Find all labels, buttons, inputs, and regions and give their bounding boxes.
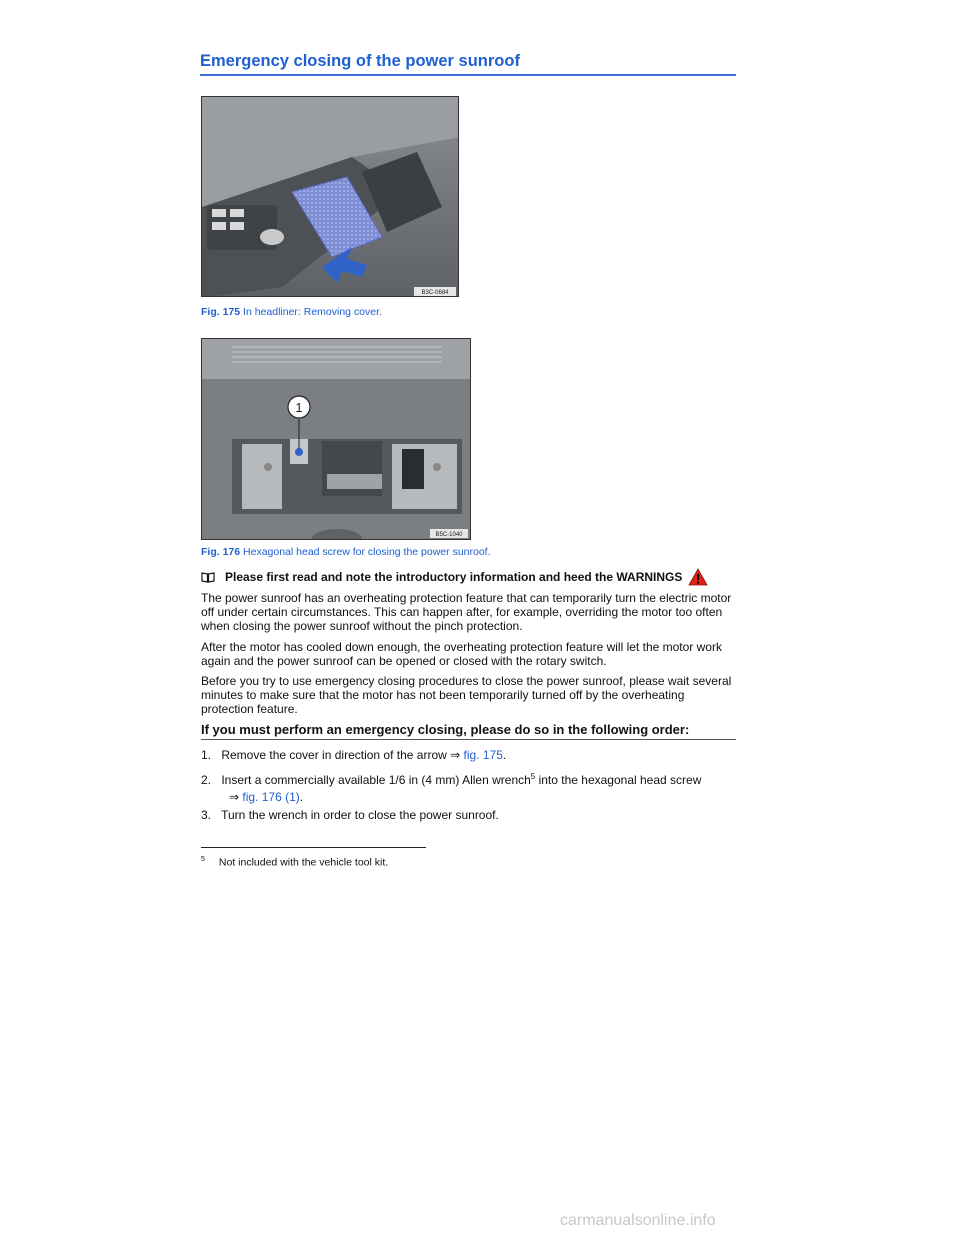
figure-176-caption-text: Hexagonal head screw for closing the power sunroof. (243, 546, 491, 558)
step-end: . (502, 748, 507, 762)
step-number: 3. (201, 808, 212, 822)
figure-176-caption (201, 546, 491, 558)
footnote (201, 856, 388, 869)
callout-1: 1 (295, 400, 303, 415)
step-2-ref (201, 790, 736, 804)
figure-176-code: B5C-1040 (435, 532, 463, 538)
arrow-icon: ⇒ (229, 790, 240, 804)
figure-175-caption-text: In headliner: Removing cover. (243, 306, 382, 318)
step-text: Turn the wrench in order to close the power sunroof. (221, 808, 499, 822)
figure-175-caption (201, 306, 382, 318)
footnote-divider (201, 847, 426, 848)
step-number: 2. (201, 773, 212, 787)
fig-175-link[interactable]: fig. 175 (463, 748, 503, 762)
step-3 (201, 808, 736, 822)
warning-triangle-icon[interactable] (688, 568, 708, 586)
figure-176-image (201, 338, 471, 540)
figure-175-code: B3C-0684 (421, 290, 449, 296)
step-2 (201, 770, 736, 787)
intro-note (201, 568, 741, 586)
book-icon (201, 572, 215, 583)
paragraph-overheating: The power sunroof has an overheating protection feature that can temporarily turn the electric motor off under certain circumstances. This can happen after, for example, overriding the motor too often when closing the power sunroof without the pinch protection. (201, 591, 732, 633)
footnote-ref[interactable]: 5 (530, 772, 536, 781)
step-text: Remove the cover in direction of the arrow ⇒ (221, 748, 461, 762)
paragraph-wait: Before you try to use emergency closing procedures to close the power sunroof, please wait several minutes to make sure that the motor has not been temporarily turned off by the overheating protection feature. (201, 674, 732, 716)
footnote-text: Not included with the vehicle tool kit. (218, 856, 389, 869)
step-end: . (299, 790, 304, 804)
page-title: Emergency closing of the power sunroof (200, 52, 736, 76)
watermark: carmanualsonline.info (560, 1212, 716, 1229)
fig-176-link[interactable]: fig. 176 (1) (242, 790, 300, 804)
step-1 (201, 748, 736, 762)
step-text: into the hexagonal head screw (535, 773, 702, 787)
paragraph-cooldown: After the motor has cooled down enough, the overheating protection feature will let the motor work again and the power sunroof can be opened or closed with the rotary switch. (201, 640, 722, 668)
footnote-mark: 5 (201, 856, 205, 863)
figure-176-label: Fig. 176 (201, 546, 241, 558)
intro-note-text: Please first read and note the introductory information and heed the WARNINGS (225, 570, 683, 584)
figure-175-image (201, 96, 459, 297)
figure-175-label: Fig. 175 (201, 306, 241, 318)
step-number: 1. (201, 748, 212, 762)
step-text: Insert a commercially available 1/6 in (4 mm) Allen wrench (221, 773, 531, 787)
procedure-heading: If you must perform an emergency closing, please do so in the following order: (201, 722, 736, 740)
